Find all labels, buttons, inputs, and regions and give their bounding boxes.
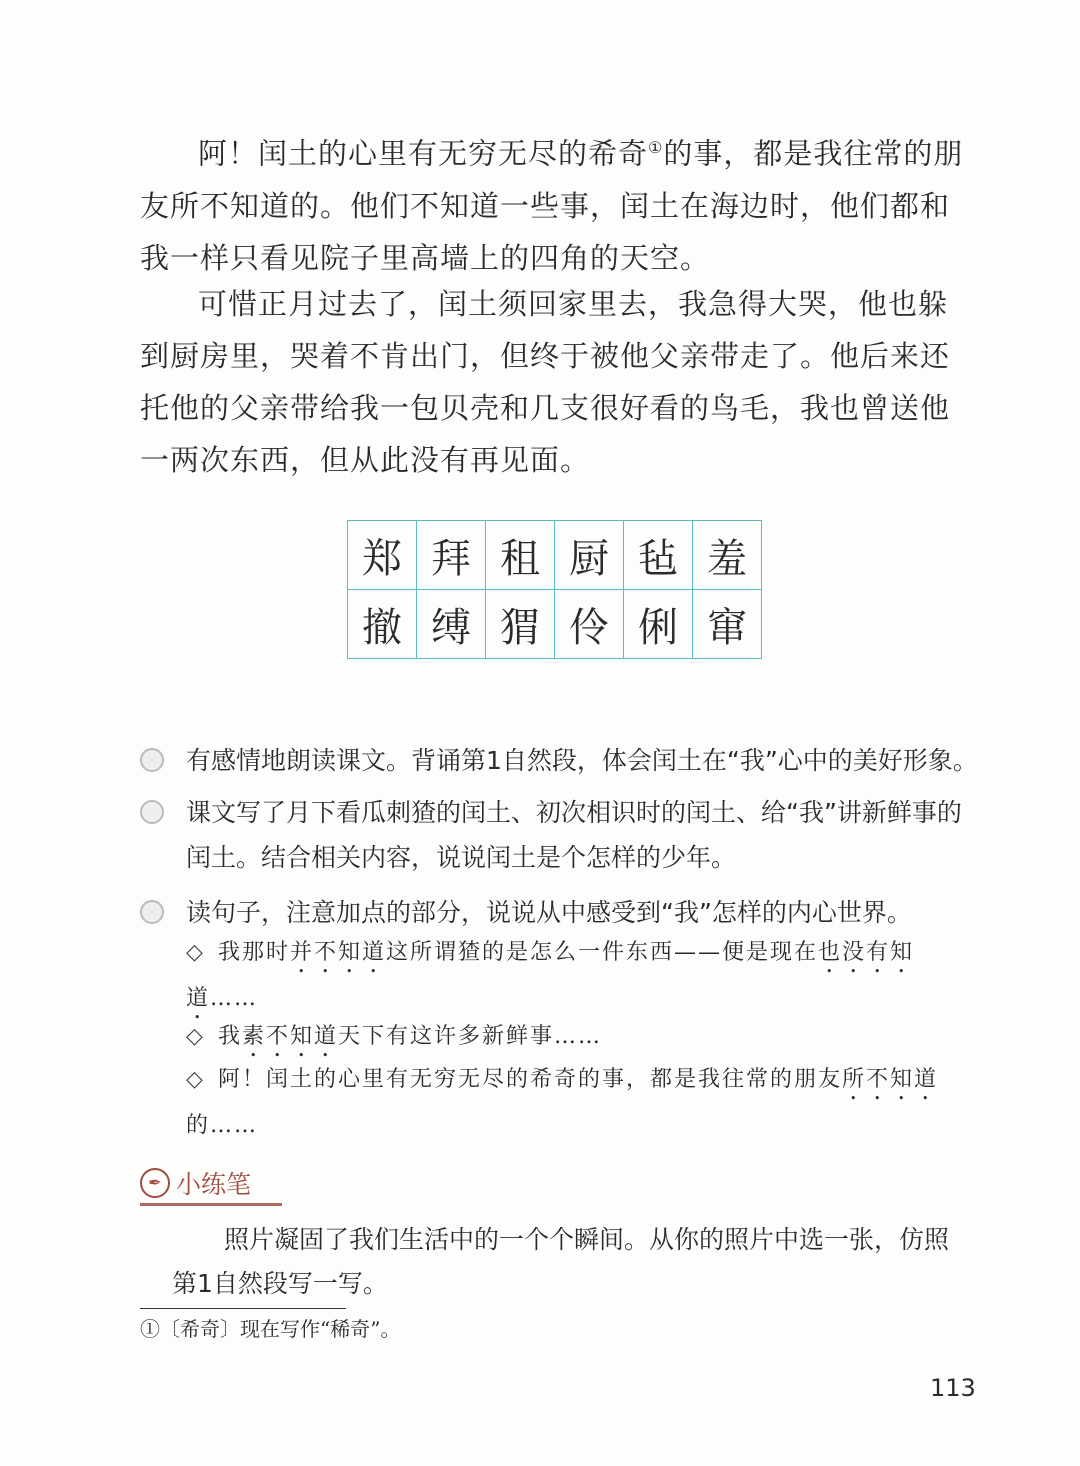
text: 我 <box>218 1024 243 1049</box>
char-cell: 俐 <box>624 590 693 659</box>
exercise-2 <box>140 790 980 880</box>
diamond-bullet-icon: ◇ <box>186 1067 205 1092</box>
sentence-2 <box>186 1016 976 1062</box>
char-cell: 郑 <box>348 521 417 590</box>
emphasized-text: 并不知道 <box>290 940 387 965</box>
exercise-badge-icon <box>140 800 164 824</box>
text: 的…… <box>186 1113 259 1138</box>
exercise-badge-icon <box>140 748 164 772</box>
exercise-1 <box>140 738 980 783</box>
char-cell: 租 <box>486 521 555 590</box>
sentence-1 <box>186 932 976 1024</box>
char-cell: 窜 <box>693 590 762 659</box>
footnote-ref: ① <box>648 138 664 157</box>
emphasized-text: 所不知道 <box>842 1067 939 1092</box>
text: 阿！闰土的心里有无穷无尽的希奇的事，都是我往常的朋友 <box>218 1067 843 1092</box>
pen-nib-icon: ✒ <box>140 1168 170 1198</box>
practice-heading <box>140 1165 282 1206</box>
text: 我那时 <box>218 940 291 965</box>
footnote: ①〔希奇〕现在写作“稀奇”。 <box>140 1317 401 1341</box>
exercise-text: 课文写了月下看瓜刺猹的闰土、初次相识时的闰土、给“我”讲新鲜事的闰土。结合相关内容，说说闰土是个怎样的少年。 <box>186 798 962 872</box>
text: …… <box>210 986 259 1011</box>
exercise-3 <box>140 890 980 935</box>
char-cell: 毡 <box>624 521 693 590</box>
char-cell: 厨 <box>555 521 624 590</box>
text: 的事，都是我往常的朋友所不知道的。他们不知道一些事，闰土在海边时，他们都和我一样只看见院子里高墙上的四角的天空。 <box>140 136 964 275</box>
char-cell: 猬 <box>486 590 555 659</box>
text: 这所谓猹的是怎么一件东西——便是现在 <box>386 940 819 965</box>
char-cell: 伶 <box>555 590 624 659</box>
exercise-text: 读句子，注意加点的部分，说说从中感受到“我”怎样的内心世界。 <box>186 898 912 927</box>
text: 天下有这许多新鲜事…… <box>338 1024 603 1049</box>
passage-paragraph-1 <box>140 122 972 284</box>
footnote-divider <box>140 1308 346 1309</box>
practice-text: 照片凝固了我们生活中的一个个瞬间。从你的照片中选一张，仿照第1自然段写一写。 <box>172 1225 950 1298</box>
page-number: 113 <box>930 1374 976 1402</box>
char-cell: 撤 <box>348 590 417 659</box>
emphasized-text: 也没有知道 <box>186 940 915 1011</box>
passage-paragraph-2: 可惜正月过去了，闰土须回家里去，我急得大哭，他也躲到厨房里，哭着不肯出门，但终于被他父亲带走了。他后来还托他的父亲带给我一包贝壳和几支很好看的鸟毛，我也曾送他一两次东西，但从此没有再见面。 <box>140 287 951 477</box>
character-grid <box>347 520 762 659</box>
char-cell: 缚 <box>417 590 486 659</box>
exercise-badge-icon <box>140 900 164 924</box>
text: 阿！闰土的心里有无穷无尽的希奇 <box>198 136 649 171</box>
exercise-text: 有感情地朗读课文。背诵第1自然段，体会闰土在“我”心中的美好形象。 <box>186 746 978 775</box>
diamond-bullet-icon: ◇ <box>186 940 205 965</box>
sentence-3 <box>186 1059 976 1147</box>
practice-label: 小练笔 <box>176 1170 252 1199</box>
diamond-bullet-icon: ◇ <box>186 1024 205 1049</box>
char-cell: 拜 <box>417 521 486 590</box>
char-cell: 羞 <box>693 521 762 590</box>
emphasized-text: 素不知道 <box>242 1024 339 1049</box>
